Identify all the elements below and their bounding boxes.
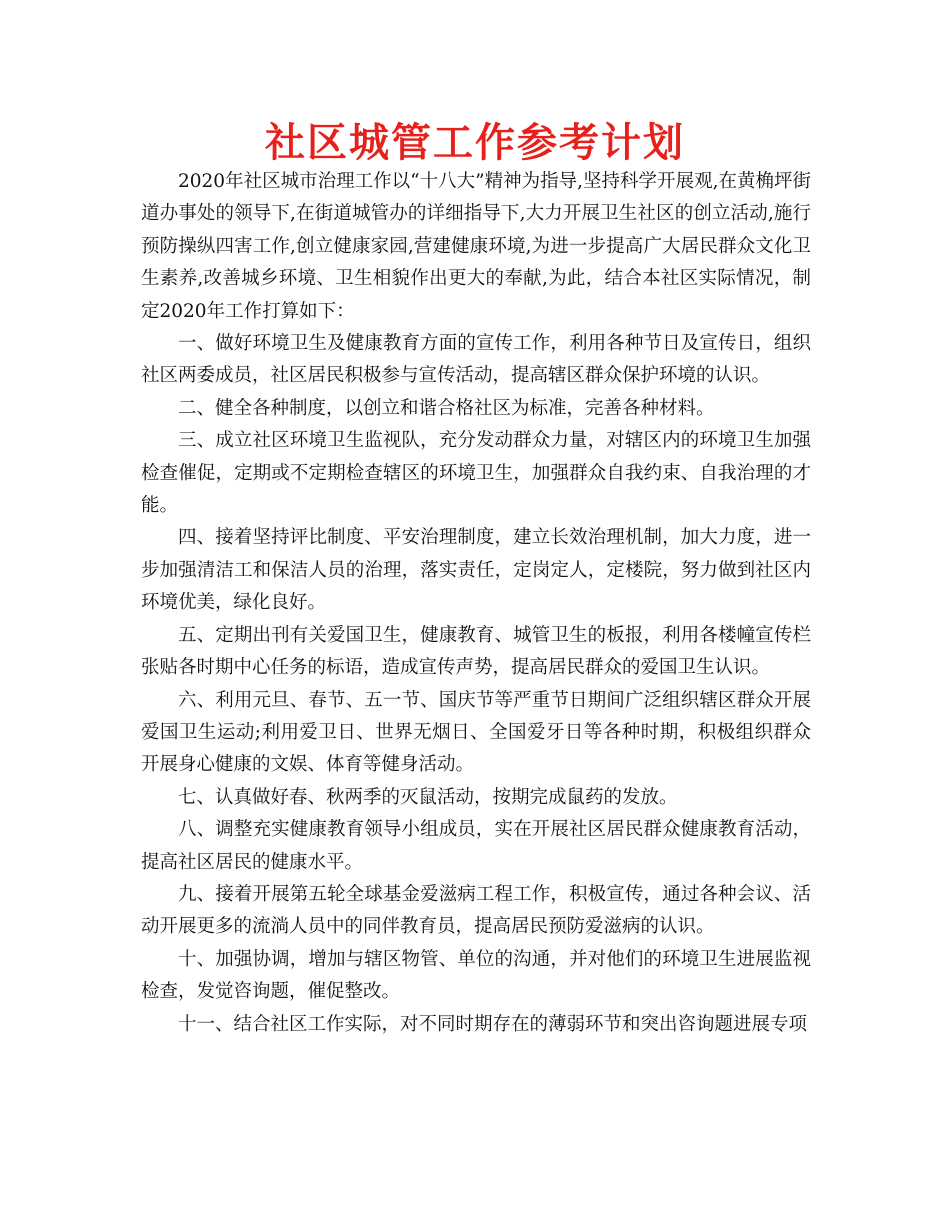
paragraph-intro: 2020年社区城市治理工作以“十八大”精神为指导,坚持科学开展观,在黄桷坪街道办事处的领导下,在街道城管办的详细指导下,大力开展卫生社区的创立活动,施行预防操纵四害工作,创立健康家园,营建健康环境,为进一步提高广大居民群众文化卫生素养,改善城乡环境、卫生相貌作出更大的奉献,为此，结合本社区实际情况，制定2020年工作打算如下： <box>141 171 811 322</box>
paragraph-item-7: 七、认真做好春、秋两季的灭鼠活动，按期完成鼠药的发放。 <box>178 786 678 808</box>
paragraph-item-9: 九、接着开展第五轮全球基金爱滋病工程工作，积极宣传，通过各种会议、活动开展更多的流淌人员中的同伴教育员，提高居民预防爱滋病的认识。 <box>141 883 811 938</box>
paragraph-item-6: 六、利用元旦、春节、五一节、国庆节等严重节日期间广泛组织辖区群众开展爱国卫生运动;利用爱卫日、世界无烟日、全国爱牙日等各种时期，积极组织群众开展身心健康的文娱、体育等健身活动。 <box>141 689 811 776</box>
paragraph-item-1: 一、做好环境卫生及健康教育方面的宣传工作，利用各种节日及宣传日，组织社区两委成员，社区居民积极参与宣传活动，提高辖区群众保护环境的认识。 <box>141 333 811 387</box>
paragraph-item-3: 三、成立社区环境卫生监视队，充分发动群众力量，对辖区内的环境卫生加强检查催促，定期或不定期检查辖区的环境卫生，加强群众自我约束、自我治理的才能。 <box>141 430 811 517</box>
paragraph-item-2: 二、健全各种制度，以创立和谐合格社区为标准，完善各种材料。 <box>178 397 715 419</box>
paragraph-item-10: 十、加强协调，增加与辖区物管、单位的沟通，并对他们的环境卫生进展监视检查，发觉咨询题，催促整改。 <box>141 948 811 1003</box>
document-body <box>141 166 811 1041</box>
paragraph-item-5: 五、定期出刊有关爱国卫生，健康教育、城管卫生的板报，利用各楼幢宣传栏张贴各时期中心任务的标语，造成宣传声势，提高居民群众的爱国卫生认识。 <box>141 624 811 679</box>
document-title: 社区城管工作参考计划 <box>265 119 685 166</box>
paragraph-item-4: 四、接着坚持评比制度、平安治理制度，建立长效治理机制，加大力度，进一步加强清洁工和保洁人员的治理，落实责任，定岗定人，定楼院，努力做到社区内环境优美，绿化良好。 <box>141 527 811 614</box>
paragraph-item-11: 十一、结合社区工作实际，对不同时期存在的薄弱环节和突出咨询题进展专项 <box>178 1013 808 1035</box>
paragraph-item-8: 八、调整充实健康教育领导小组成员，实在开展社区居民群众健康教育活动，提高社区居民的健康水平。 <box>141 819 811 873</box>
